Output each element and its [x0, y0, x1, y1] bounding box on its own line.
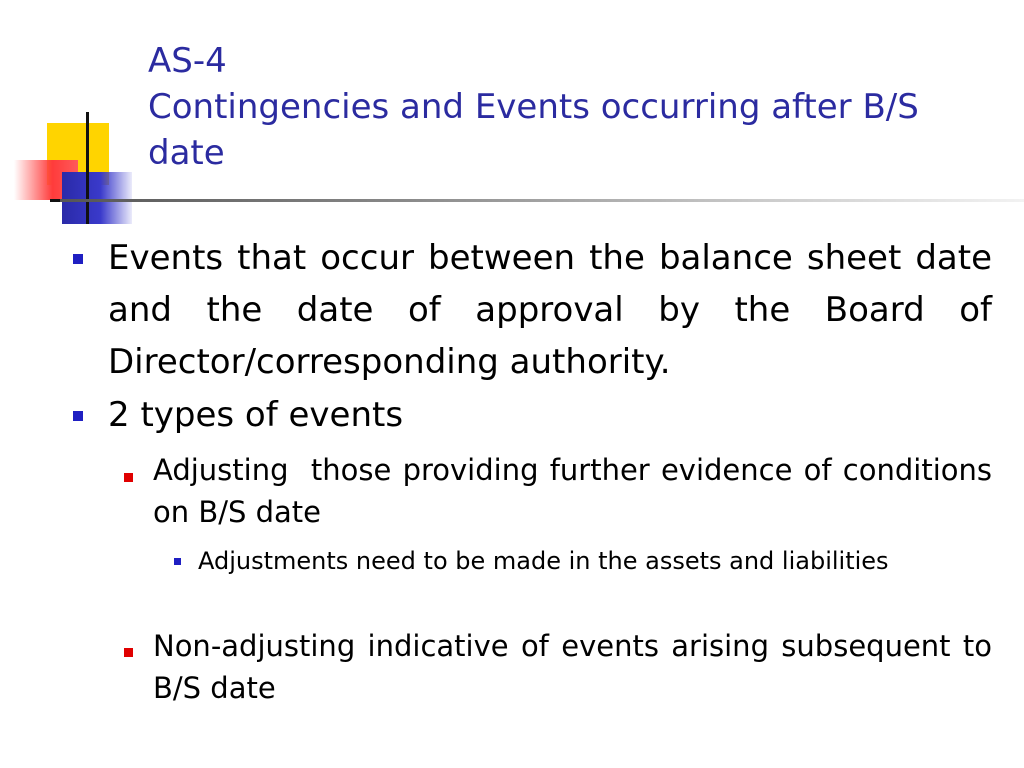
vertical-line-shape — [86, 112, 89, 224]
square-bullet-icon — [73, 411, 83, 421]
decorative-logo-graphic — [0, 0, 160, 240]
square-bullet-icon — [174, 558, 181, 565]
title-divider-rule — [60, 199, 1024, 202]
list-item: 2 types of events — [108, 395, 404, 435]
list-item: Adjustments need to be made in the assets and liabilities — [198, 547, 889, 575]
slide-title — [148, 38, 1008, 176]
square-bullet-icon — [73, 254, 83, 264]
title-line-2: Contingencies and Events occurring after B/S date — [148, 87, 919, 173]
list-item: Events that occur between the balance sheet date and the date of approval by the Board of Director/corresponding authority. — [108, 238, 992, 382]
list-item: Adjusting those providing further evidence of conditions on B/S date — [153, 453, 1002, 529]
square-bullet-icon — [124, 473, 133, 482]
list-item: Non-adjusting indicative of events arising subsequent to B/S date — [153, 629, 992, 705]
square-bullet-icon — [124, 648, 133, 657]
title-line-1: AS-4 — [148, 41, 227, 81]
blue-square-shape — [62, 172, 132, 224]
